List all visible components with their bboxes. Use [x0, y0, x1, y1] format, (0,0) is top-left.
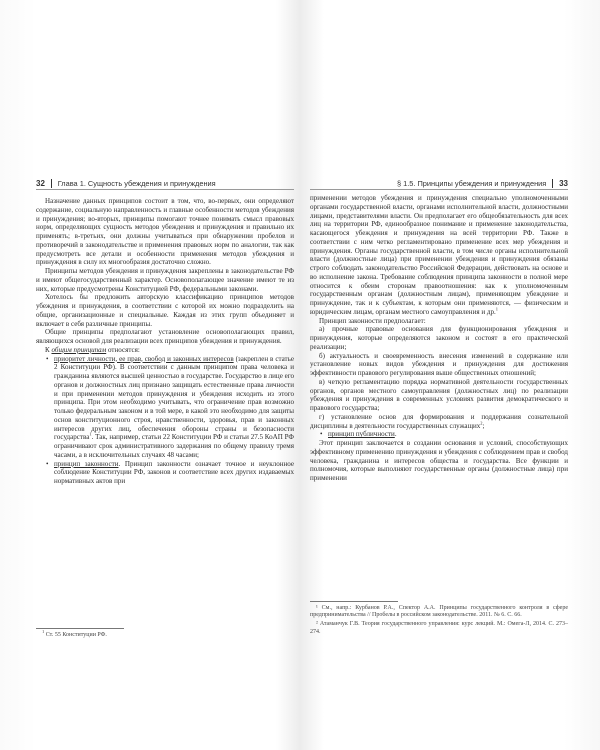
- footnote: ² Атаманчук Г.В. Теория государственного управления: курс лекций. М.: Омега-Л, 2014. С. 273–274.: [310, 621, 568, 635]
- enum-item: б) актуальность и своевременность внесения изменений в содержание или установление новых видов убеждения и принуждения для достижения эффективности правового регулирования выше общественных отношений;: [310, 351, 568, 377]
- list-item: [36, 355, 294, 460]
- paragraph: Этот принцип заключается в создании основания и условий, способствующих эффективному применению принуждения и убеждения с соблюдением прав и свобод человека, гражданина и интересов общества и государства. Все функции и полномочия, которые выполняют государственные органы (должностные лица) при применении: [310, 439, 568, 482]
- right-page: [310, 178, 568, 486]
- emphasis-general-principles: общим принципам: [51, 345, 107, 354]
- paragraph: Принципы методов убеждения и принуждения закреплены в законодательстве РФ и имеют общегосударственный характер. Основополагающее значение имеют те из них, которые предусмотрены Конституцией РФ, федеральными законами.: [36, 267, 294, 293]
- footnote: [36, 629, 294, 639]
- bullet-lead: принцип законности: [54, 459, 119, 468]
- enum-item: [310, 413, 568, 431]
- text-run: г) установление основ для формирования и поддержания сознательной дисциплины в деятельности государственных служащих: [310, 412, 568, 430]
- right-page-body: [310, 194, 568, 483]
- footnote-rule: [310, 601, 398, 602]
- paragraph: Хотелось бы предложить авторскую классификацию принципов методов убеждения и принуждения, в соответствии с которой их можно подразделить на общие, организационные и специальные. Каждая из этих групп объединяет и включает в себя различные принципы.: [36, 293, 294, 328]
- footnote-marker[interactable]: 1: [89, 431, 92, 437]
- right-footnotes: [310, 601, 568, 638]
- bullet-lead: приоритет личности, ее прав, свобод и законных интересов: [54, 354, 234, 363]
- enum-item: а) прочные правовые основания для функционирования убеждения и принуждения, которые определяются законом и состоят в его практической реализации;: [310, 325, 568, 351]
- footnote-number: 1: [42, 629, 45, 634]
- text-run: относятся:: [106, 345, 140, 354]
- list-item: [36, 460, 294, 486]
- text-run: (закреплен в статье 2 Конституции РФ). В соответствии с данным принципом права человека и гражданина являются высшей ценностью в государстве. Государство в лице его органов и должностных лиц признано защищать естественные права личности и при применении методов принуждения и убеждения исходить из этого принципа. При этом необходимо учитывать, что ограничение прав возможно только федеральным законом и в той мере, в какой это необходимо для защиты основ конституционного строя, нравственности, здоровья, прав и законных интересов других лиц, обеспечения обороны страны и безопасности государства: [54, 354, 294, 442]
- text-run: .: [394, 430, 397, 439]
- left-page-number: 32: [36, 179, 45, 188]
- bullet-lead: принцип публичности: [328, 430, 395, 439]
- section-title: § 1.5. Принципы убеждения и принуждения: [396, 179, 547, 188]
- left-page: [36, 178, 294, 486]
- left-page-body: [36, 197, 294, 486]
- right-page-number: 33: [559, 179, 568, 188]
- left-page-header: [36, 178, 294, 190]
- footnote: ¹ См., напр.: Курбанов Р.А., Спектор А.А. Принципы государственного контроля в сфере предпринимательства // Пробелы в российском законодательстве. 2011. № 6. С. 66.: [310, 605, 568, 619]
- footnote-marker[interactable]: 2: [480, 420, 483, 426]
- text-run: . Так, например, статьи 22 Конституции РФ и статьи 27.5 КоАП РФ ограничивают срок административного задержания по общему правилу тремя часами, а в исключительных случаях 48 часами;: [54, 433, 294, 459]
- paragraph: Общие принципы предполагают установление основополагающих правил, являющихся основой для реализации всех принципов убеждения и принуждения.: [36, 328, 294, 345]
- text-run: . Принцип законности означает точное и неуклонное соблюдение Конституции РФ, законов и соответствие всех других издаваемых нормативных актов при: [54, 459, 294, 485]
- paragraph: [310, 194, 568, 317]
- left-footnotes: [36, 628, 294, 641]
- paragraph: Принцип законности предполагает:: [319, 316, 426, 325]
- header-separator: [552, 179, 553, 188]
- list-item: [310, 430, 568, 439]
- text-run: К: [45, 345, 52, 354]
- paragraph: Назначение данных принципов состоит в том, что, во-первых, они определяют содержание, социальную направленность и главные особенности методов убеждения и принуждения; во-вторых, принципы помогают точнее понимать смысл правовых норм, определяющих сущность методов убеждения и принуждения и правильно их применять; в-третьих, они должны учитываться при обнаружении пробелов и противоречий в законодательстве и применения правовых норм по аналогии, так как предусмотреть все детали и особенности применения методов убеждения и принуждения в силу их многообразия достаточно сложно.: [36, 197, 294, 267]
- text-run: ;: [482, 421, 485, 430]
- footnote-text: Ст. 55 Конституции РФ.: [45, 632, 107, 638]
- header-separator: [51, 179, 52, 188]
- footnote-rule: [36, 628, 124, 629]
- enum-item: в) четкую регламентацию порядка нормативной деятельности государственных органов, органов местного самоуправления (должностных лиц) по реализации убеждения и принуждения в современных условиях развития демократического и правового государства;: [310, 377, 568, 412]
- chapter-title: Глава 1. Сущность убеждения и принуждения: [57, 179, 216, 188]
- text-run: применении методов убеждения и принуждения специально уполномоченными органами государственной власти, органами исполнительной власти, должностными лицами, представителями власти. Он предполагает его общеобязательность для всех лиц на территории РФ, единообразное понимание и применение законодательства, касающегося убеждения и принуждения на всей территории РФ. Также в соответствии с ним четко регламентировано применение всех мер убеждения и принуждения. Органы государственной власти, в том числе органы исполнительной власти (должностные лица) при применении убеждения и принуждения обязаны строго соблюдать законодательство Российской Федерации, действовать на основе и во исполнение закона. Требование соблюдения принципа законности в полной мере относится к обеим сторонам правоотношения: как к уполномоченным государственным органам (должностным лицам), применяющим убеждение и принуждение, так и к субъектам, к которым они применяются, — физическим и юридическим лицам, органам местного самоуправления и др.: [310, 194, 568, 316]
- footnote-marker[interactable]: 1: [495, 306, 499, 312]
- paragraph: [36, 346, 294, 355]
- right-page-header: [310, 178, 568, 190]
